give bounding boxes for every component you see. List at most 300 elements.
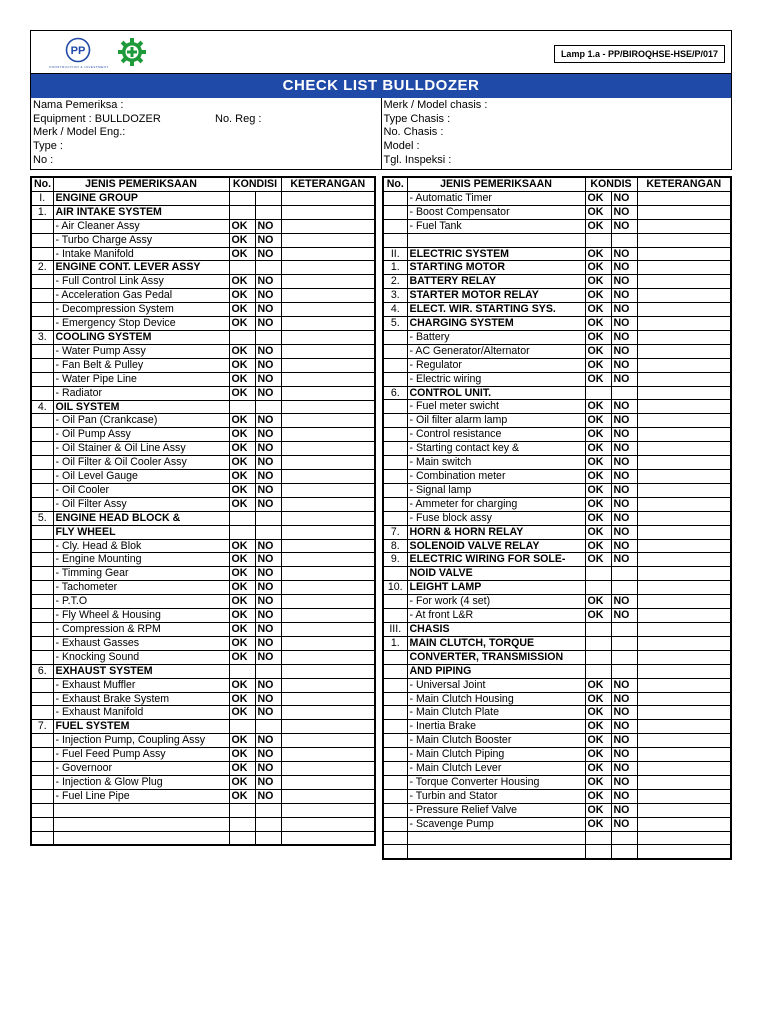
remarks-cell[interactable] (637, 692, 731, 706)
remarks-cell[interactable] (637, 400, 731, 414)
no-checkbox[interactable]: NO (611, 414, 637, 428)
ok-checkbox[interactable]: OK (585, 303, 611, 317)
ok-checkbox[interactable]: OK (585, 720, 611, 734)
no-checkbox[interactable]: NO (255, 497, 281, 511)
ok-checkbox[interactable]: OK (229, 344, 255, 358)
remarks-cell[interactable] (281, 511, 375, 525)
ok-checkbox[interactable]: OK (585, 372, 611, 386)
no-checkbox[interactable]: NO (611, 734, 637, 748)
remarks-cell[interactable] (281, 247, 375, 261)
no-checkbox[interactable]: NO (611, 442, 637, 456)
no-checkbox[interactable]: NO (611, 803, 637, 817)
ok-checkbox[interactable]: OK (229, 386, 255, 400)
ok-checkbox[interactable]: OK (585, 762, 611, 776)
ok-checkbox[interactable]: OK (229, 317, 255, 331)
remarks-cell[interactable] (281, 636, 375, 650)
row-item: - Intake Manifold (53, 247, 229, 261)
ok-checkbox[interactable]: OK (585, 261, 611, 275)
ok-checkbox[interactable]: OK (229, 470, 255, 484)
remarks-cell[interactable] (637, 734, 731, 748)
no-checkbox[interactable]: NO (255, 303, 281, 317)
remarks-cell[interactable] (281, 678, 375, 692)
ok-checkbox[interactable]: OK (585, 428, 611, 442)
ok-checkbox[interactable]: OK (229, 414, 255, 428)
remarks-cell[interactable] (637, 428, 731, 442)
no-checkbox[interactable]: NO (255, 678, 281, 692)
remarks-cell[interactable] (637, 261, 731, 275)
remarks-cell[interactable] (281, 317, 375, 331)
no-checkbox[interactable]: NO (611, 525, 637, 539)
row-item: - Pressure Relief Valve (407, 803, 585, 817)
no-checkbox[interactable]: NO (611, 303, 637, 317)
remarks-cell[interactable] (281, 664, 375, 678)
remarks-cell[interactable] (637, 622, 731, 636)
remarks-cell[interactable] (281, 567, 375, 581)
row-number: 7. (31, 720, 53, 734)
no-checkbox[interactable]: NO (611, 595, 637, 609)
row-number: 4. (31, 400, 53, 414)
no-checkbox[interactable]: NO (611, 762, 637, 776)
no-checkbox[interactable]: NO (255, 692, 281, 706)
remarks-cell[interactable] (637, 553, 731, 567)
row-number (31, 219, 53, 233)
no-checkbox[interactable]: NO (255, 372, 281, 386)
no-checkbox[interactable]: NO (611, 428, 637, 442)
no-checkbox[interactable]: NO (255, 442, 281, 456)
remarks-cell[interactable] (281, 595, 375, 609)
remarks-cell[interactable] (637, 525, 731, 539)
row-item: - Water Pump Assy (53, 344, 229, 358)
ok-checkbox[interactable]: OK (229, 303, 255, 317)
ok-checkbox[interactable]: OK (229, 497, 255, 511)
remarks-cell[interactable] (281, 748, 375, 762)
row-number (383, 567, 407, 581)
row-item: - Injection Pump, Coupling Assy (53, 734, 229, 748)
table-row (383, 233, 731, 247)
ok-checkbox[interactable]: OK (585, 678, 611, 692)
row-number (383, 400, 407, 414)
remarks-cell[interactable] (281, 762, 375, 776)
ok-checkbox[interactable]: OK (585, 511, 611, 525)
ok-checkbox[interactable]: OK (229, 219, 255, 233)
row-item: - Compression & RPM (53, 623, 229, 637)
remarks-cell[interactable] (637, 344, 731, 358)
no-checkbox[interactable]: NO (611, 511, 637, 525)
table-row (31, 831, 375, 845)
row-number (383, 456, 407, 470)
no-checkbox[interactable]: NO (611, 317, 637, 331)
row-item: STARTER MOTOR RELAY (407, 289, 585, 303)
no-checkbox[interactable]: NO (611, 205, 637, 219)
remarks-cell[interactable] (637, 289, 731, 303)
remarks-cell[interactable] (281, 428, 375, 442)
no-checkbox[interactable]: NO (255, 275, 281, 289)
ok-checkbox[interactable]: OK (229, 609, 255, 623)
ok-checkbox[interactable]: OK (229, 289, 255, 303)
remarks-cell[interactable] (637, 372, 731, 386)
table-row (383, 400, 731, 414)
page-title: CHECK LIST BULLDOZER (30, 74, 732, 98)
no-checkbox[interactable]: NO (255, 428, 281, 442)
no-checkbox[interactable]: NO (255, 344, 281, 358)
no-checkbox[interactable]: NO (255, 414, 281, 428)
remarks-cell[interactable] (637, 650, 731, 664)
ok-checkbox (229, 205, 255, 219)
ok-checkbox[interactable]: OK (585, 247, 611, 261)
remarks-cell[interactable] (637, 442, 731, 456)
remarks-cell[interactable] (281, 775, 375, 789)
remarks-cell[interactable] (637, 497, 731, 511)
remarks-cell[interactable] (281, 734, 375, 748)
ok-checkbox[interactable]: OK (229, 789, 255, 803)
remarks-cell[interactable] (637, 191, 731, 205)
remarks-cell[interactable] (281, 261, 375, 275)
no-checkbox[interactable]: NO (611, 748, 637, 762)
ok-checkbox[interactable]: OK (229, 595, 255, 609)
row-number (31, 803, 53, 817)
remarks-cell[interactable] (281, 525, 375, 539)
remarks-cell[interactable] (281, 289, 375, 303)
ok-checkbox[interactable]: OK (585, 497, 611, 511)
remarks-cell[interactable] (637, 636, 731, 650)
remarks-cell[interactable] (281, 233, 375, 247)
ok-checkbox[interactable]: OK (585, 595, 611, 609)
remarks-cell[interactable] (637, 330, 731, 344)
no-checkbox[interactable]: NO (255, 609, 281, 623)
remarks-cell[interactable] (637, 233, 731, 247)
ok-checkbox[interactable]: OK (229, 456, 255, 470)
remarks-cell[interactable] (281, 303, 375, 317)
remarks-cell[interactable] (281, 581, 375, 595)
ok-checkbox[interactable]: OK (585, 817, 611, 831)
ok-checkbox[interactable]: OK (229, 775, 255, 789)
no-checkbox (611, 831, 637, 845)
row-item: STARTING MOTOR (407, 261, 585, 275)
row-item (407, 233, 585, 247)
ok-checkbox[interactable]: OK (229, 483, 255, 497)
no-checkbox[interactable]: NO (611, 191, 637, 205)
remarks-cell[interactable] (637, 275, 731, 289)
remarks-cell[interactable] (281, 720, 375, 734)
checklist-sheet (30, 30, 732, 170)
ok-checkbox[interactable]: OK (585, 317, 611, 331)
ok-checkbox[interactable]: OK (229, 623, 255, 637)
table-row (383, 692, 731, 706)
info-block (30, 98, 732, 170)
pp-logo-icon (65, 37, 91, 63)
remarks-cell[interactable] (637, 581, 731, 595)
remarks-cell[interactable] (637, 456, 731, 470)
remarks-cell[interactable] (637, 567, 731, 581)
table-row (31, 775, 375, 789)
ok-checkbox[interactable]: OK (585, 734, 611, 748)
ok-checkbox[interactable]: OK (229, 636, 255, 650)
remarks-cell[interactable] (637, 664, 731, 678)
remarks-cell[interactable] (637, 219, 731, 233)
table-row (383, 720, 731, 734)
ok-checkbox[interactable]: OK (585, 553, 611, 567)
row-item: CONVERTER, TRANSMISSION (407, 650, 585, 664)
ok-checkbox[interactable]: OK (585, 539, 611, 553)
no-checkbox[interactable]: NO (611, 692, 637, 706)
remarks-cell[interactable] (281, 442, 375, 456)
ok-checkbox[interactable]: OK (585, 442, 611, 456)
no-checkbox[interactable]: NO (611, 706, 637, 720)
no-checkbox (611, 622, 637, 636)
row-number (383, 470, 407, 484)
row-item: - Fly Wheel & Housing (53, 609, 229, 623)
ok-checkbox[interactable]: OK (585, 358, 611, 372)
no-checkbox[interactable]: NO (611, 678, 637, 692)
ok-checkbox[interactable]: OK (585, 470, 611, 484)
no-checkbox[interactable]: NO (611, 539, 637, 553)
ok-checkbox[interactable]: OK (585, 748, 611, 762)
row-number (31, 706, 53, 720)
ok-checkbox[interactable]: OK (585, 692, 611, 706)
ok-checkbox[interactable]: OK (229, 581, 255, 595)
row-number (383, 692, 407, 706)
remarks-cell[interactable] (281, 191, 375, 205)
remarks-cell[interactable] (281, 205, 375, 219)
remarks-cell[interactable] (637, 817, 731, 831)
row-number (31, 303, 53, 317)
ok-checkbox[interactable]: OK (229, 442, 255, 456)
remarks-cell[interactable] (637, 803, 731, 817)
row-item: - Ammeter for charging (407, 497, 585, 511)
ok-checkbox[interactable]: OK (229, 233, 255, 247)
row-item: BATTERY RELAY (407, 275, 585, 289)
no-checkbox[interactable]: NO (611, 470, 637, 484)
table-row (31, 553, 375, 567)
no-checkbox[interactable]: NO (611, 609, 637, 623)
ok-checkbox[interactable]: OK (585, 483, 611, 497)
no-checkbox[interactable]: NO (255, 470, 281, 484)
ok-checkbox[interactable]: OK (229, 539, 255, 553)
remarks-cell[interactable] (281, 470, 375, 484)
ok-checkbox[interactable]: OK (585, 219, 611, 233)
no-checkbox[interactable]: NO (255, 247, 281, 261)
row-item: - Fuel Feed Pump Assy (53, 748, 229, 762)
remarks-cell[interactable] (281, 358, 375, 372)
no-checkbox[interactable]: NO (255, 623, 281, 637)
ok-checkbox[interactable]: OK (229, 567, 255, 581)
remarks-cell[interactable] (637, 831, 731, 845)
ok-checkbox[interactable]: OK (585, 789, 611, 803)
ok-checkbox[interactable]: OK (585, 400, 611, 414)
remarks-cell[interactable] (637, 470, 731, 484)
no-checkbox[interactable]: NO (255, 775, 281, 789)
remarks-cell[interactable] (637, 609, 731, 623)
remarks-cell[interactable] (281, 219, 375, 233)
remarks-cell[interactable] (281, 692, 375, 706)
no-checkbox[interactable]: NO (611, 553, 637, 567)
no-checkbox[interactable]: NO (611, 789, 637, 803)
remarks-cell[interactable] (281, 609, 375, 623)
remarks-cell[interactable] (637, 775, 731, 789)
remarks-cell[interactable] (637, 539, 731, 553)
ok-checkbox[interactable]: OK (585, 344, 611, 358)
ok-checkbox[interactable]: OK (585, 289, 611, 303)
ok-checkbox[interactable]: OK (229, 358, 255, 372)
row-item: - Oil Pan (Crankcase) (53, 414, 229, 428)
table-row (31, 636, 375, 650)
ok-checkbox[interactable]: OK (229, 275, 255, 289)
remarks-cell[interactable] (281, 344, 375, 358)
no-checkbox[interactable]: NO (611, 275, 637, 289)
no-checkbox[interactable]: NO (255, 706, 281, 720)
ok-checkbox[interactable]: OK (229, 553, 255, 567)
remarks-cell[interactable] (281, 275, 375, 289)
no-checkbox[interactable]: NO (611, 219, 637, 233)
ok-checkbox[interactable]: OK (585, 414, 611, 428)
remarks-cell[interactable] (281, 456, 375, 470)
remarks-cell[interactable] (281, 539, 375, 553)
table-row (383, 539, 731, 553)
no-checkbox[interactable]: NO (255, 748, 281, 762)
no-checkbox[interactable]: NO (255, 553, 281, 567)
remarks-cell[interactable] (281, 483, 375, 497)
no-checkbox[interactable]: NO (255, 358, 281, 372)
remarks-cell[interactable] (281, 706, 375, 720)
remarks-cell[interactable] (281, 553, 375, 567)
remarks-cell[interactable] (281, 789, 375, 803)
remarks-cell[interactable] (637, 762, 731, 776)
remarks-cell[interactable] (281, 400, 375, 414)
ok-checkbox[interactable]: OK (585, 525, 611, 539)
no-checkbox[interactable]: NO (255, 483, 281, 497)
ok-checkbox[interactable]: OK (229, 706, 255, 720)
remarks-cell[interactable] (281, 330, 375, 344)
row-number (31, 317, 53, 331)
remarks-cell[interactable] (281, 803, 375, 817)
row-item: - Oil Level Gauge (53, 470, 229, 484)
no-checkbox[interactable]: NO (255, 762, 281, 776)
ok-checkbox (229, 803, 255, 817)
remarks-cell[interactable] (637, 748, 731, 762)
ok-checkbox[interactable]: OK (229, 762, 255, 776)
row-number: 2. (31, 261, 53, 275)
remarks-cell[interactable] (637, 414, 731, 428)
remarks-cell[interactable] (637, 303, 731, 317)
row-number (383, 497, 407, 511)
no-checkbox[interactable]: NO (611, 775, 637, 789)
remarks-cell[interactable] (637, 845, 731, 859)
ok-checkbox[interactable]: OK (229, 247, 255, 261)
no-checkbox[interactable]: NO (611, 456, 637, 470)
no-checkbox[interactable]: NO (611, 720, 637, 734)
remarks-cell[interactable] (637, 317, 731, 331)
no-checkbox[interactable]: NO (255, 567, 281, 581)
row-item: CONTROL UNIT. (407, 386, 585, 400)
no-checkbox[interactable]: NO (611, 247, 637, 261)
no-checkbox[interactable]: NO (611, 289, 637, 303)
ok-checkbox[interactable]: OK (229, 428, 255, 442)
no-checkbox[interactable]: NO (611, 358, 637, 372)
ok-checkbox[interactable]: OK (585, 803, 611, 817)
remarks-cell[interactable] (281, 650, 375, 664)
ok-checkbox[interactable]: OK (585, 191, 611, 205)
no-checkbox[interactable]: NO (611, 344, 637, 358)
no-checkbox (255, 511, 281, 525)
ok-checkbox[interactable]: OK (229, 678, 255, 692)
remarks-cell[interactable] (281, 831, 375, 845)
remarks-cell[interactable] (637, 706, 731, 720)
row-item: FUEL SYSTEM (53, 720, 229, 734)
no-checkbox[interactable]: NO (611, 497, 637, 511)
remarks-cell[interactable] (637, 678, 731, 692)
remarks-cell[interactable] (637, 789, 731, 803)
no-checkbox[interactable]: NO (255, 734, 281, 748)
row-item: - Scavenge Pump (407, 817, 585, 831)
no-checkbox[interactable]: NO (255, 219, 281, 233)
no-checkbox[interactable]: NO (255, 386, 281, 400)
info-right (381, 98, 732, 169)
no-checkbox[interactable]: NO (611, 330, 637, 344)
no-checkbox[interactable]: NO (255, 581, 281, 595)
ok-checkbox[interactable]: OK (229, 650, 255, 664)
ok-checkbox[interactable]: OK (585, 205, 611, 219)
no-checkbox[interactable]: NO (255, 233, 281, 247)
ok-checkbox[interactable]: OK (585, 275, 611, 289)
ok-checkbox[interactable]: OK (585, 609, 611, 623)
remarks-cell[interactable] (281, 372, 375, 386)
row-number (383, 775, 407, 789)
row-item: - Full Control Link Assy (53, 275, 229, 289)
remarks-cell[interactable] (637, 205, 731, 219)
no-checkbox[interactable]: NO (611, 483, 637, 497)
no-checkbox[interactable]: NO (255, 595, 281, 609)
remarks-cell[interactable] (281, 414, 375, 428)
no-checkbox[interactable]: NO (611, 400, 637, 414)
no-checkbox[interactable]: NO (255, 539, 281, 553)
remarks-cell[interactable] (637, 483, 731, 497)
remarks-cell[interactable] (281, 497, 375, 511)
remarks-cell[interactable] (281, 386, 375, 400)
ok-checkbox (229, 664, 255, 678)
ok-checkbox[interactable]: OK (229, 748, 255, 762)
no-checkbox[interactable]: NO (255, 317, 281, 331)
ok-checkbox[interactable]: OK (585, 330, 611, 344)
row-item: - Knocking Sound (53, 650, 229, 664)
row-item: - Main Clutch Plate (407, 706, 585, 720)
no-checkbox[interactable]: NO (611, 372, 637, 386)
no-checkbox[interactable]: NO (255, 650, 281, 664)
remarks-cell[interactable] (637, 247, 731, 261)
row-number: 1. (31, 205, 53, 219)
no-checkbox[interactable]: NO (255, 636, 281, 650)
ok-checkbox[interactable]: OK (229, 734, 255, 748)
remarks-cell[interactable] (281, 623, 375, 637)
remarks-cell[interactable] (637, 595, 731, 609)
ok-checkbox[interactable]: OK (585, 456, 611, 470)
ok-checkbox[interactable]: OK (585, 706, 611, 720)
no-checkbox[interactable]: NO (611, 817, 637, 831)
ok-checkbox[interactable]: OK (229, 372, 255, 386)
no-checkbox[interactable]: NO (255, 289, 281, 303)
remarks-cell[interactable] (637, 720, 731, 734)
no-checkbox[interactable]: NO (255, 456, 281, 470)
remarks-cell[interactable] (637, 511, 731, 525)
ok-checkbox[interactable]: OK (585, 775, 611, 789)
no-checkbox[interactable]: NO (255, 789, 281, 803)
no-checkbox[interactable]: NO (611, 261, 637, 275)
ok-checkbox[interactable]: OK (229, 692, 255, 706)
remarks-cell[interactable] (637, 386, 731, 400)
table-row (383, 678, 731, 692)
remarks-cell[interactable] (281, 817, 375, 831)
row-number (383, 205, 407, 219)
remarks-cell[interactable] (637, 358, 731, 372)
